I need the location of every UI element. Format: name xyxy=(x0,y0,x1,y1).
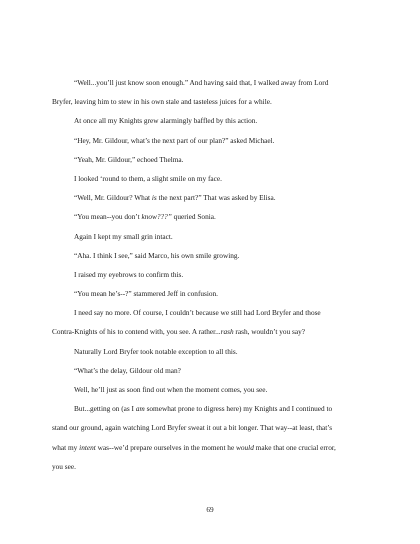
text-line xyxy=(52,322,380,341)
text-line xyxy=(52,342,380,361)
text-line xyxy=(52,73,380,92)
text-segment: “You mean he’s--?” stammered Jeff in confusion. xyxy=(74,289,219,299)
page-number: 69 xyxy=(206,505,214,514)
text-line xyxy=(52,227,380,246)
italic-text: know???” xyxy=(141,212,172,222)
text-segment: I raised my eyebrows to confirm this. xyxy=(74,269,184,279)
text-line xyxy=(52,111,380,130)
text-line xyxy=(52,92,380,111)
italic-text: am xyxy=(135,404,145,414)
text-segment: “Hey, Mr. Gildour, what’s the next part of our plan?” asked Michael. xyxy=(74,135,275,145)
text-segment: At once all my Knights grew alarmingly baffled by this action. xyxy=(74,116,258,126)
text-segment: queried Sonia. xyxy=(171,212,216,222)
text-segment: Bryfer, leaving him to stew in his own stale and tasteless juices for a while. xyxy=(52,97,272,107)
text-line xyxy=(52,265,380,284)
text-line xyxy=(52,399,380,418)
text-line xyxy=(52,438,380,457)
text-line xyxy=(52,380,380,399)
text-line xyxy=(52,361,380,380)
text-segment: Well, he’ll just as soon find out when the moment comes, you see. xyxy=(74,385,268,394)
italic-text: intent xyxy=(79,442,96,452)
text-segment: “Well, Mr. Gildour? What xyxy=(74,193,152,203)
text-line xyxy=(52,169,380,188)
body-text xyxy=(52,73,380,476)
text-segment: Contra-Knights of his to contend with, you see. A rather... xyxy=(52,327,221,337)
text-segment: I need say no more. Of course, I couldn’t because we still had Lord Bryfer and those xyxy=(74,308,321,318)
text-segment: somewhat prone to digress here) my Knights and I continued to xyxy=(144,404,333,414)
text-segment: “Yeah, Mr. Gildour,” echoed Thelma. xyxy=(74,154,184,164)
text-line xyxy=(52,457,380,476)
text-segment: you see. xyxy=(52,461,76,471)
text-segment: make that one crucial error, xyxy=(253,442,336,452)
text-segment: “What’s the delay, Gildour old man? xyxy=(74,365,181,375)
text-segment: But...getting on (as I xyxy=(74,404,136,414)
text-segment: “You mean--you don’t xyxy=(74,212,142,222)
text-segment: “Aha. I think I see,” said Marco, his own smile growing. xyxy=(74,250,240,260)
text-segment: what my xyxy=(52,442,80,452)
italic-text: is xyxy=(151,193,157,203)
text-segment: the next part?” That was asked by Elisa. xyxy=(156,193,276,203)
italic-text: rash xyxy=(220,327,234,337)
italic-text: would xyxy=(236,442,254,452)
text-line xyxy=(52,207,380,226)
text-line xyxy=(52,188,380,207)
text-segment: stand our ground, again watching Lord Bryfer sweat it out a bit longer. That way--at least, that’s xyxy=(52,423,333,433)
text-line xyxy=(52,303,380,322)
text-segment: Again I kept my small grin intact. xyxy=(74,231,173,241)
text-segment: I looked ‘round to them, a slight smile on my face. xyxy=(74,173,222,183)
text-line xyxy=(52,284,380,303)
text-segment: was--we’d prepare ourselves in the moment he xyxy=(95,442,237,452)
text-segment: “Well...you’ll just know soon enough.” And having said that, I walked away from Lord xyxy=(74,78,329,87)
text-line xyxy=(52,150,380,169)
text-line xyxy=(52,246,380,265)
text-line xyxy=(52,131,380,150)
text-line xyxy=(52,418,380,437)
text-segment: Naturally Lord Bryfer took notable exception to all this. xyxy=(74,346,238,356)
text-segment: rash, wouldn’t you say? xyxy=(233,327,306,337)
